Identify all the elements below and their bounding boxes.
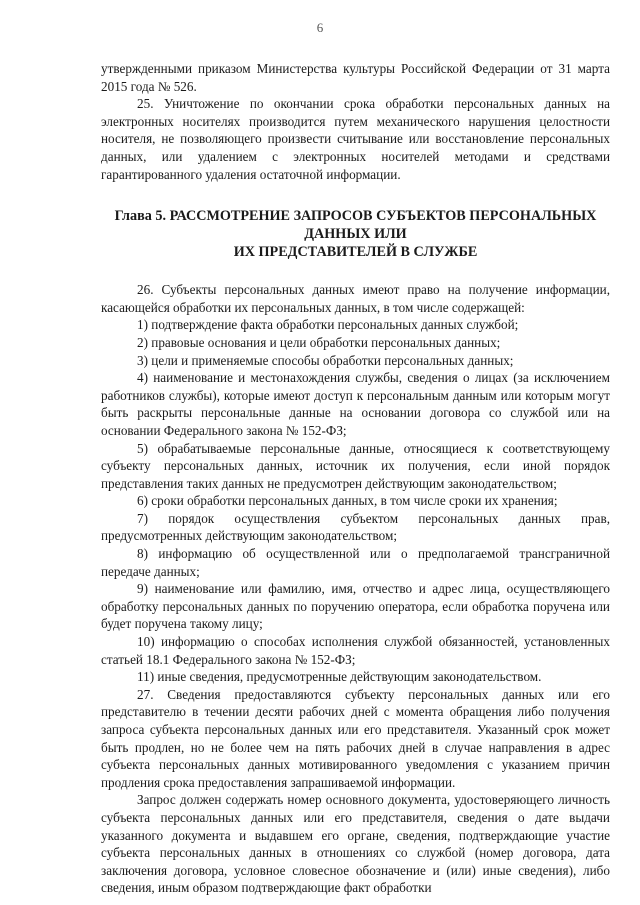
list-item-1: 1) подтверждение факта обработки персональных данных службой; xyxy=(137,317,519,333)
paragraph-request: Запрос должен содержать номер основного документа, удостоверяющего личность субъекта персональных данных или его представителя, сведения о дате выдачи указанного документа и выдавшем его органе, сведения, подтверждающие участие субъекта персональных данных в отношениях со службой (номер договора, дата заключения договора, условное словесное обозначение и (или) иные сведения), либо сведения, иным образом подтверждающие факт обработки xyxy=(101,792,610,896)
list-item-6: 6) сроки обработки персональных данных, в том числе сроки их хранения; xyxy=(137,493,558,509)
paragraph-25: 25. Уничтожение по окончании срока обработки персональных данных на электронных носителях производится путем механического нарушения целостности носителя, не позволяющего произвести считывание или восстановление персональных данных, или удалением с электронных носителей методами и средствами гарантированного удаления остаточной информации. xyxy=(101,96,610,182)
paragraph-continuation: утвержденными приказом Министерства культуры Российской Федерации от 31 марта 2015 года № 526. xyxy=(101,61,610,94)
list-item-2: 2) правовые основания и цели обработки персональных данных; xyxy=(137,334,501,350)
list-item-9: 9) наименование или фамилию, имя, отчество и адрес лица, осуществляющего обработку персональных данных по поручению оператора, если обработка поручена или будет поручена такому лицу; xyxy=(101,581,610,632)
paragraph-27: 27. Сведения предоставляются субъекту персональных данных или его представителю в течении десяти рабочих дней с момента обращения либо получения запроса субъекта персональных данных или его представителя. Указанный срок может быть продлен, но не более чем на пять рабочих дней в случае направления в адрес субъекта персональных данных мотивированного уведомления с указанием причин продления срока предоставления запрашиваемой информации. xyxy=(101,686,610,790)
page-number: 6 xyxy=(316,20,324,35)
chapter-heading-line-2: ИХ ПРЕДСТАВИТЕЛЕЙ В СЛУЖБЕ xyxy=(233,244,478,261)
list-item-5: 5) обрабатываемые персональные данные, относящиеся к соответствующему субъекту персональных данных, источник их получения, если иной порядок представления таких данных не предусмотрен действующим законодательством; xyxy=(101,440,610,491)
chapter-heading-line-1: Глава 5. РАССМОТРЕНИЕ ЗАПРОСОВ СУБЪЕКТОВ ПЕРСОНАЛЬНЫХ ДАННЫХ ИЛИ xyxy=(114,208,597,243)
paragraph-26: 26. Субъекты персональных данных имеют право на получение информации, касающейся обработки их персональных данных, в том числе содержащей: xyxy=(101,282,610,315)
list-item-10: 10) информацию о способах исполнения службой обязанностей, установленных статьей 18.1 Федерального закона № 152-ФЗ; xyxy=(101,634,610,667)
list-item-11: 11) иные сведения, предусмотренные действующим законодательством. xyxy=(137,669,542,685)
chapter-heading xyxy=(101,207,610,261)
list-item-3: 3) цели и применяемые способы обработки персональных данных; xyxy=(137,352,514,368)
list-item-4: 4) наименование и местонахождения службы, сведения о лицах (за исключением работников службы), которые имеют доступ к персональным данным или которым могут быть раскрыты персональные данные на основании договора со службой или на основании Федерального закона № 152-ФЗ; xyxy=(101,370,610,438)
list-item-7: 7) порядок осуществления субъектом персональных данных прав, предусмотренных действующим законодательством; xyxy=(101,510,610,544)
list-item-8: 8) информацию об осуществленной или о предполагаемой трансграничной передаче данных; xyxy=(101,546,610,579)
